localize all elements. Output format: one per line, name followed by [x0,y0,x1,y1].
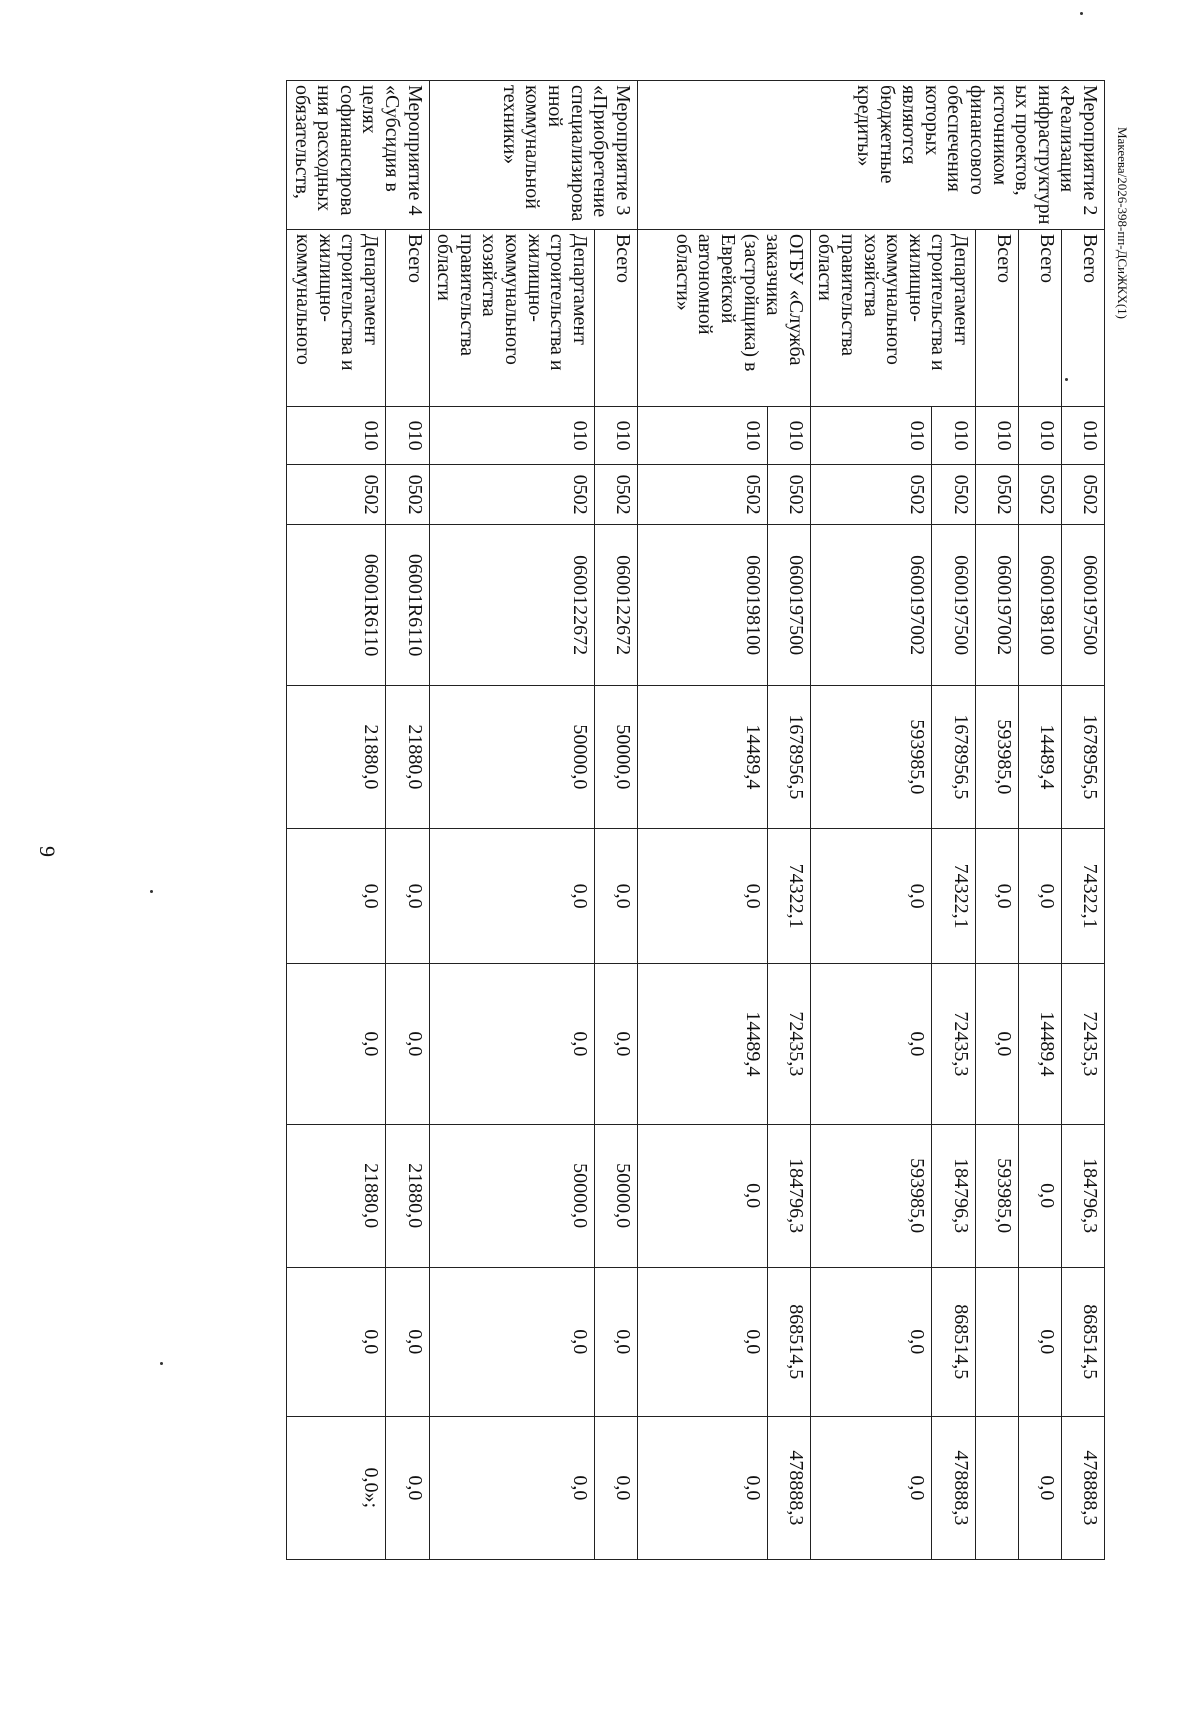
year5-cell: 0,0 [386,1416,430,1559]
csr-cell: 0600122672 [594,525,637,685]
total-cell: 21880,0 [386,685,430,828]
year5-cell: 0,0 [429,1416,594,1559]
document-code: Макеева/2026-398-пп-ДСиЖКХ(1) [1115,127,1130,319]
year4-cell: 868514,5 [932,1267,976,1416]
year3-cell: 184796,3 [932,1124,976,1267]
page-number: 9 [35,846,60,857]
csr-cell: 06001R6110 [287,525,386,685]
year5-cell: 0,0 [637,1416,767,1559]
csr-cell: 0600197500 [767,525,810,685]
year2-cell: 14489,4 [1019,964,1062,1124]
total-cell: 50000,0 [594,685,637,828]
scan-speck [150,890,153,893]
rzpr-cell: 0502 [976,464,1019,525]
year4-cell: 0,0 [637,1267,767,1416]
scan-speck [1080,12,1083,15]
rzpr-cell: 0502 [429,464,594,525]
executor-cell: Всего [1062,229,1105,407]
year5-cell: 0,0 [594,1416,637,1559]
executor-cell: Всего [594,229,637,407]
year1-cell: 0,0 [1019,829,1062,964]
year3-cell: 0,0 [1019,1124,1062,1267]
year2-cell: 72435,3 [932,964,976,1124]
year1-cell: 0,0 [287,829,386,964]
year5-cell: 478888,3 [767,1416,810,1559]
total-cell: 14489,4 [637,685,767,828]
rzpr-cell: 0502 [287,464,386,525]
year2-cell: 0,0 [976,964,1019,1124]
year4-cell [976,1267,1019,1416]
year3-cell: 50000,0 [429,1124,594,1267]
year3-cell: 184796,3 [767,1124,810,1267]
event-cell: Мероприятие 3 «Приобретение специализированной коммунальной техники» [429,81,637,230]
table-row [1062,81,1105,1560]
year1-cell: 0,0 [594,829,637,964]
grbs-cell: 010 [429,407,594,464]
year2-cell: 0,0 [594,964,637,1124]
year2-cell: 0,0 [810,964,932,1124]
year2-cell: 0,0 [287,964,386,1124]
year1-cell: 74322,1 [932,829,976,964]
rzpr-cell: 0502 [386,464,430,525]
table-row [767,81,810,1560]
rzpr-cell: 0502 [810,464,932,525]
year4-cell: 868514,5 [767,1267,810,1416]
year3-cell: 184796,3 [1062,1124,1105,1267]
csr-cell: 06001R6110 [386,525,430,685]
year4-cell: 0,0 [287,1267,386,1416]
rzpr-cell: 0502 [1019,464,1062,525]
year1-cell: 74322,1 [1062,829,1105,964]
year4-cell: 868514,5 [1062,1267,1105,1416]
year5-cell: 0,0 [1019,1416,1062,1559]
year4-cell: 0,0 [386,1267,430,1416]
executor-cell: Департамент строительства и жилищно-коммунального хозяйства правительства области [429,229,594,407]
year3-cell: 593985,0 [810,1124,932,1267]
year5-cell [976,1416,1019,1559]
year4-cell: 0,0 [810,1267,932,1416]
grbs-cell: 010 [767,407,810,464]
grbs-cell: 010 [976,407,1019,464]
table-row [386,81,430,1560]
total-cell: 21880,0 [287,685,386,828]
year2-cell: 72435,3 [1062,964,1105,1124]
year2-cell: 14489,4 [637,964,767,1124]
table-row [1019,81,1062,1560]
executor-cell: Департамент строительства и жилищно-коммунального [287,229,386,407]
year2-cell: 0,0 [386,964,430,1124]
executor-cell: Всего [976,229,1019,407]
rzpr-cell: 0502 [1062,464,1105,525]
year2-cell: 0,0 [429,964,594,1124]
table-row [287,81,386,1560]
total-cell: 593985,0 [810,685,932,828]
year3-cell: 0,0 [637,1124,767,1267]
executor-cell: ОГБУ «Служба заказчика (застройщика) в Еврейской автономной области» [637,229,810,407]
rotated-content [286,80,1105,1560]
csr-cell: 0600198100 [637,525,767,685]
year3-cell: 21880,0 [386,1124,430,1267]
year1-cell: 0,0 [810,829,932,964]
csr-cell: 0600122672 [429,525,594,685]
total-cell: 50000,0 [429,685,594,828]
total-cell: 14489,4 [1019,685,1062,828]
executor-cell: Всего [386,229,430,407]
table-row [429,81,594,1560]
table-row [932,81,976,1560]
event-cell: Мероприятие 2 «Реализация инфраструктурных проектов, источником финансового обеспечения которых являются бюджетные кредиты» [637,81,1104,230]
total-cell: 1678956,5 [1062,685,1105,828]
year4-cell: 0,0 [1019,1267,1062,1416]
year4-cell: 0,0 [429,1267,594,1416]
scan-speck [160,1362,163,1365]
year2-cell: 72435,3 [767,964,810,1124]
year5-cell: 478888,3 [932,1416,976,1559]
table-row [976,81,1019,1560]
year1-cell: 0,0 [429,829,594,964]
year5-cell: 0,0 [810,1416,932,1559]
csr-cell: 0600198100 [1019,525,1062,685]
grbs-cell: 010 [594,407,637,464]
budget-table [286,80,1105,1560]
grbs-cell: 010 [637,407,767,464]
year4-cell: 0,0 [594,1267,637,1416]
year5-cell: 0,0»; [287,1416,386,1559]
executor-cell: Всего [1019,229,1062,407]
total-cell: 593985,0 [976,685,1019,828]
grbs-cell: 010 [1062,407,1105,464]
year1-cell: 0,0 [386,829,430,964]
year1-cell: 0,0 [976,829,1019,964]
grbs-cell: 010 [1019,407,1062,464]
total-cell: 1678956,5 [767,685,810,828]
rzpr-cell: 0502 [932,464,976,525]
csr-cell: 0600197002 [810,525,932,685]
executor-cell: Департамент строительства и жилищно-коммунального хозяйства правительства области [810,229,975,407]
grbs-cell: 010 [386,407,430,464]
year3-cell: 21880,0 [287,1124,386,1267]
year3-cell: 593985,0 [976,1124,1019,1267]
grbs-cell: 010 [932,407,976,464]
year5-cell: 478888,3 [1062,1416,1105,1559]
event-cell: Мероприятие 4 «Субсидия в целях софинансирования расходных обязательств, [287,81,430,230]
year1-cell: 0,0 [637,829,767,964]
total-cell: 1678956,5 [932,685,976,828]
year1-cell: 74322,1 [767,829,810,964]
rzpr-cell: 0502 [594,464,637,525]
rzpr-cell: 0502 [637,464,767,525]
grbs-cell: 010 [810,407,932,464]
year3-cell: 50000,0 [594,1124,637,1267]
csr-cell: 0600197002 [976,525,1019,685]
rzpr-cell: 0502 [767,464,810,525]
grbs-cell: 010 [287,407,386,464]
csr-cell: 0600197500 [1062,525,1105,685]
csr-cell: 0600197500 [932,525,976,685]
table-row [594,81,637,1560]
